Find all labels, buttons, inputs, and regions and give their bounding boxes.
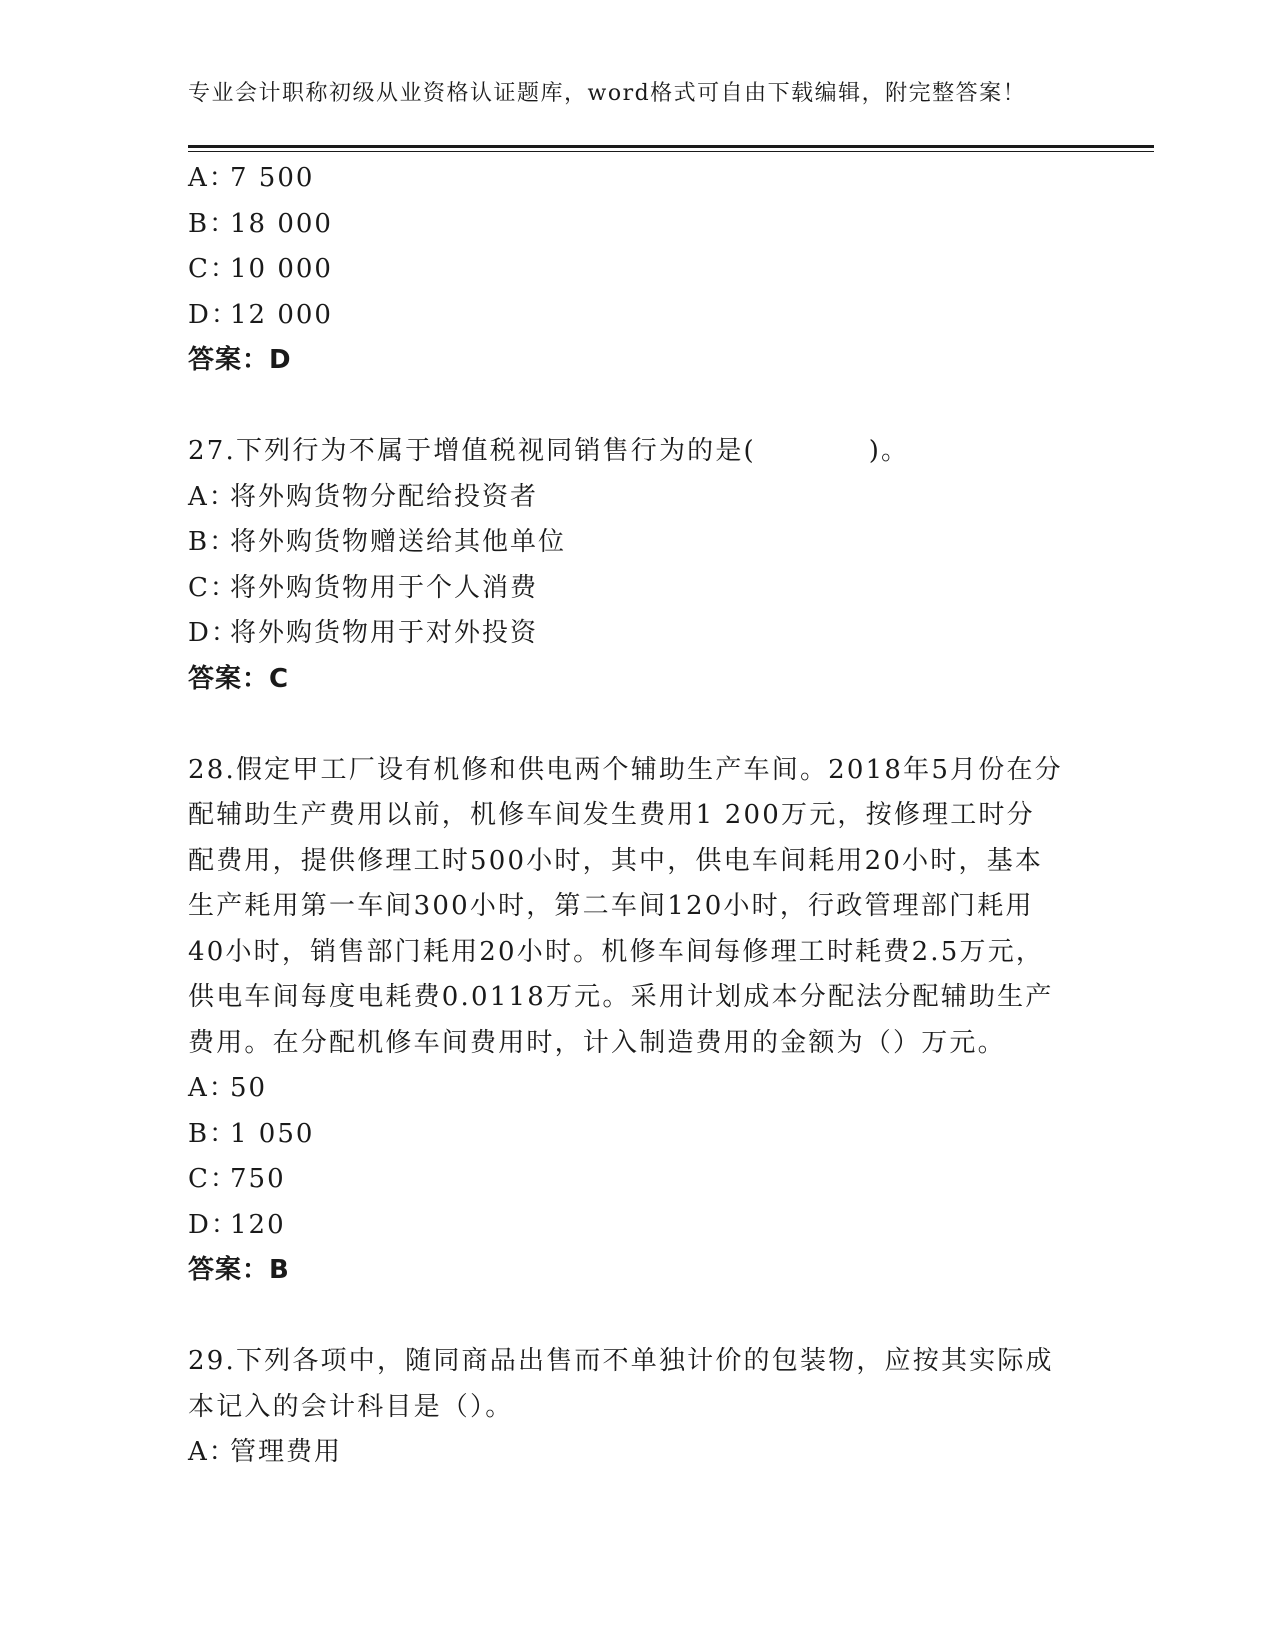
header-rule-thin: [188, 151, 1154, 152]
question-stem: [188, 1339, 1088, 1430]
option-b: B：将外购货物赠送给其他单位: [188, 527, 567, 557]
page-header: 专业会计职称初级从业资格认证题库，word格式可自由下载编辑，附完整答案！: [188, 81, 1027, 106]
stem-line: 生产耗用第一车间300小时，第二车间120小时，行政管理部门耗用: [188, 891, 1034, 921]
answer-line: 答案：B: [188, 1255, 290, 1285]
answer-line: 答案：C: [188, 663, 290, 694]
stem-line: 配辅助生产费用以前，机修车间发生费用1 200万元，按修理工时分: [188, 800, 1035, 830]
stem-line: 供电车间每度电耗费0.0118万元。采用计划成本分配法分配辅助生产: [188, 982, 1054, 1012]
option-a: A：50: [188, 1073, 268, 1103]
option-d: D：120: [188, 1209, 286, 1240]
option-c: C：10 000: [188, 254, 333, 284]
spacer: [188, 702, 1088, 748]
spacer: [188, 1294, 1088, 1340]
question-26: [188, 156, 1088, 384]
question-stem: [188, 748, 1088, 1067]
spacer: [188, 384, 1088, 430]
answer-line: 答案：D: [188, 345, 292, 375]
question-stem: [188, 429, 1088, 475]
option-c: C：将外购货物用于个人消费: [188, 572, 539, 603]
question-28: [188, 748, 1088, 1294]
option-a: A：将外购货物分配给投资者: [188, 481, 539, 512]
option-a: A：管理费用: [188, 1437, 343, 1467]
option-b: B：18 000: [188, 208, 333, 239]
stem-line: 配费用，提供修理工时500小时，其中，供电车间耗用20小时，基本: [188, 845, 1044, 876]
stem-line: 27.下列行为不属于增值税视同销售行为的是( )。: [188, 436, 910, 466]
option-d: D：将外购货物用于对外投资: [188, 618, 539, 648]
stem-line: 29.下列各项中，随同商品出售而不单独计价的包装物，应按其实际成: [188, 1346, 1054, 1376]
option-a: A：7 500: [188, 163, 315, 193]
header-rule-thick: [188, 145, 1154, 148]
stem-line: 费用。在分配机修车间费用时，计入制造费用的金额为（）万元。: [188, 1027, 1006, 1058]
option-c: C：750: [188, 1164, 286, 1194]
question-27: [188, 429, 1088, 702]
stem-line: 28.假定甲工厂设有机修和供电两个辅助生产车间。2018年5月份在分: [188, 754, 1063, 785]
option-d: D：12 000: [188, 299, 333, 330]
question-29: [188, 1339, 1088, 1476]
stem-line: 本记入的会计科目是（）。: [188, 1391, 514, 1422]
option-b: B：1 050: [188, 1118, 315, 1149]
question-content: [188, 156, 1088, 1476]
stem-line: 40小时，销售部门耗用20小时。机修车间每修理工时耗费2.5万元，: [188, 936, 1045, 967]
